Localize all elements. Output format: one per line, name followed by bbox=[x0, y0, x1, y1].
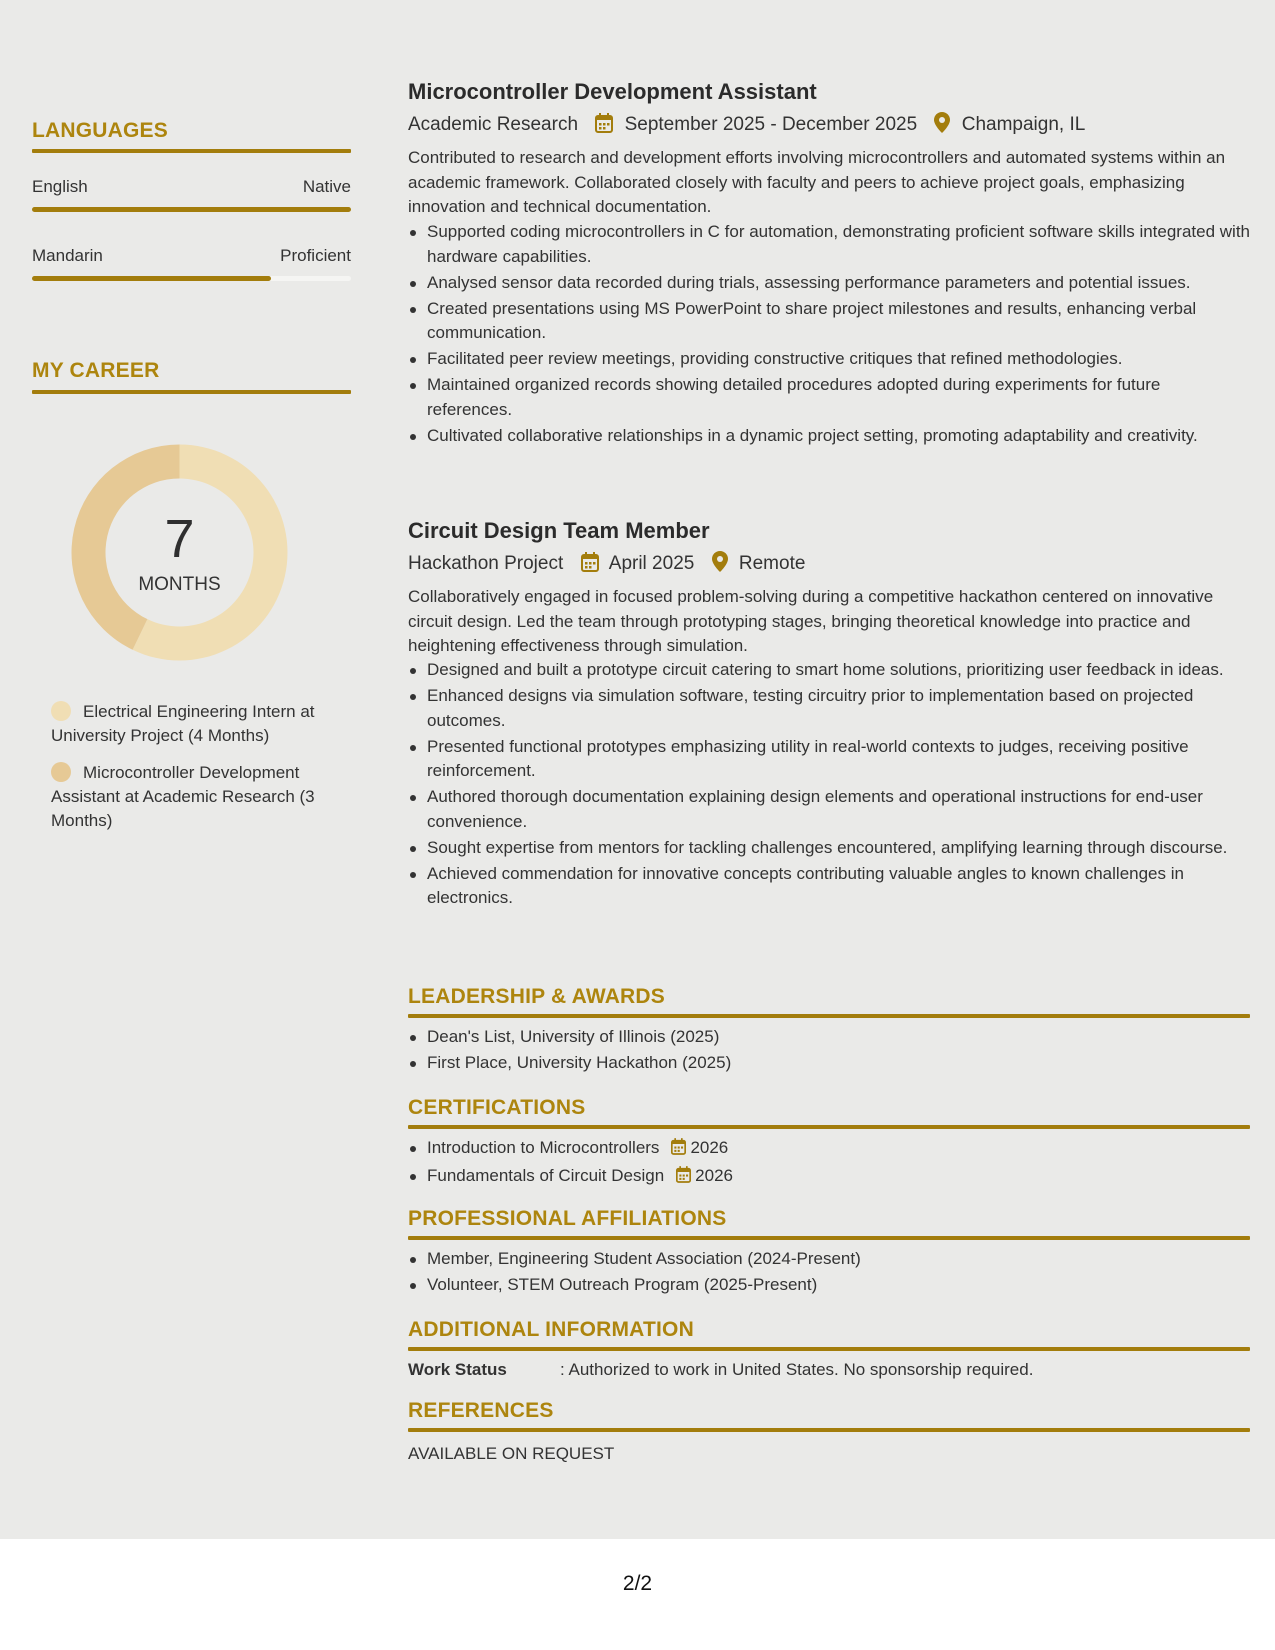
list-item: Presented functional prototypes emphasizing utility in real-world contexts to judges, receiving positive reinforcement. bbox=[408, 735, 1250, 784]
job-dates: September 2025 - December 2025 bbox=[624, 114, 918, 135]
language-name: English bbox=[32, 177, 88, 196]
list-item: Maintained organized records showing detailed procedures adopted during experiments for future references. bbox=[408, 373, 1250, 422]
additional-info-title: ADDITIONAL INFORMATION bbox=[408, 1318, 694, 1341]
job-title: Microcontroller Development Assistant bbox=[408, 79, 817, 104]
language-level: Proficient bbox=[280, 246, 351, 265]
language-proficiency-fill bbox=[32, 207, 351, 212]
certifications-list bbox=[408, 1136, 1250, 1192]
list-item: Dean's List, University of Illinois (2025) bbox=[408, 1025, 1250, 1050]
references-title: REFERENCES bbox=[408, 1399, 554, 1422]
work-status-value: : Authorized to work in United States. No sponsorship required. bbox=[560, 1360, 1034, 1379]
list-item: Volunteer, STEM Outreach Program (2025-Present) bbox=[408, 1273, 1250, 1298]
job-dates: April 2025 bbox=[608, 553, 695, 574]
affiliations-title: PROFESSIONAL AFFILIATIONS bbox=[408, 1207, 727, 1230]
job-location: Remote bbox=[738, 553, 806, 574]
references-text: AVAILABLE ON REQUEST bbox=[408, 1444, 615, 1463]
language-name: Mandarin bbox=[32, 246, 103, 265]
language-level: Native bbox=[302, 177, 351, 196]
legend-text: Microcontroller Development Assistant at Academic Research (3 Months) bbox=[51, 763, 315, 830]
list-item: Created presentations using MS PowerPoint to share project milestones and results, enhancing verbal communication. bbox=[408, 297, 1250, 346]
certification-item bbox=[408, 1164, 1250, 1191]
list-item: Sought expertise from mentors for tackling challenges encountered, amplifying learning through discourse. bbox=[408, 836, 1250, 861]
languages-divider bbox=[32, 149, 351, 153]
calendar-icon bbox=[581, 552, 599, 578]
career-legend-item bbox=[51, 761, 341, 833]
job-location: Champaign, IL bbox=[961, 114, 1086, 135]
career-divider bbox=[32, 390, 351, 394]
work-status-row bbox=[408, 1360, 1033, 1380]
certification-name: Fundamentals of Circuit Design bbox=[427, 1166, 665, 1185]
languages-title: LANGUAGES bbox=[32, 119, 168, 142]
certification-name: Introduction to Microcontrollers bbox=[427, 1138, 660, 1157]
certifications-divider bbox=[408, 1125, 1250, 1129]
certification-year: 2026 bbox=[695, 1166, 733, 1185]
career-legend-item bbox=[51, 700, 341, 748]
references-divider bbox=[408, 1428, 1250, 1432]
page-number: 2/2 bbox=[622, 1572, 653, 1595]
location-pin-icon bbox=[712, 551, 728, 578]
job-meta bbox=[408, 551, 805, 578]
list-item: Enhanced designs via simulation software, testing circuitry prior to implementation based on projected outcomes. bbox=[408, 684, 1250, 733]
list-item: Achieved commendation for innovative concepts contributing valuable angles to known challenges in electronics. bbox=[408, 862, 1250, 911]
location-pin-icon bbox=[934, 112, 950, 139]
job-title: Circuit Design Team Member bbox=[408, 518, 710, 543]
calendar-icon bbox=[595, 113, 613, 139]
job-summary: Collaboratively engaged in focused problem-solving during a competitive hackathon centered on innovative circuit design. Led the team through prototyping stages, bringing theoretical knowledge into practice and heightening effectiveness through simulation. bbox=[408, 587, 1214, 655]
language-proficiency-fill bbox=[32, 276, 271, 281]
certifications-title: CERTIFICATIONS bbox=[408, 1096, 586, 1119]
list-item: Designed and built a prototype circuit catering to smart home solutions, prioritizing user feedback in ideas. bbox=[408, 658, 1250, 683]
legend-dot bbox=[51, 762, 71, 782]
legend-text: Electrical Engineering Intern at University Project (4 Months) bbox=[51, 702, 315, 745]
list-item: Facilitated peer review meetings, providing constructive critiques that refined methodologies. bbox=[408, 347, 1250, 372]
career-total-unit: MONTHS bbox=[138, 574, 221, 595]
calendar-icon bbox=[671, 1138, 686, 1163]
certification-item bbox=[408, 1136, 1250, 1163]
certification-year: 2026 bbox=[690, 1138, 729, 1157]
list-item: Cultivated collaborative relationships in a dynamic project setting, promoting adaptability and creativity. bbox=[408, 424, 1250, 449]
list-item: Authored thorough documentation explaining design elements and operational instructions for end-user convenience. bbox=[408, 785, 1250, 834]
job-bullets bbox=[408, 658, 1250, 912]
list-item: First Place, University Hackathon (2025) bbox=[408, 1051, 1250, 1076]
legend-dot bbox=[51, 701, 71, 721]
language-proficiency-bar bbox=[32, 276, 351, 281]
job-company: Academic Research bbox=[408, 114, 579, 135]
work-status-label: Work Status bbox=[408, 1360, 507, 1379]
language-proficiency-bar bbox=[32, 207, 351, 212]
job-summary: Contributed to research and development efforts involving microcontrollers and automated systems within an academic framework. Collaborated closely with faculty and peers to achieve project goals, emphasizing innovation and technical documentation. bbox=[408, 148, 1226, 216]
affiliations-divider bbox=[408, 1236, 1250, 1240]
list-item: Supported coding microcontrollers in C for automation, demonstrating proficient software skills integrated with hardware capabilities. bbox=[408, 220, 1250, 269]
career-total-value: 7 bbox=[164, 509, 195, 569]
calendar-icon bbox=[676, 1166, 691, 1191]
leadership-title: LEADERSHIP & AWARDS bbox=[408, 985, 665, 1008]
leadership-list bbox=[408, 1025, 1250, 1077]
list-item: Member, Engineering Student Association (2024-Present) bbox=[408, 1247, 1250, 1272]
list-item: Analysed sensor data recorded during trials, assessing performance parameters and potential issues. bbox=[408, 271, 1250, 296]
job-bullets bbox=[408, 220, 1250, 450]
job-company: Hackathon Project bbox=[408, 553, 564, 574]
leadership-divider bbox=[408, 1014, 1250, 1018]
career-title: MY CAREER bbox=[32, 359, 160, 382]
additional-info-divider bbox=[408, 1347, 1250, 1351]
job-meta bbox=[408, 112, 1085, 139]
affiliations-list bbox=[408, 1247, 1250, 1299]
